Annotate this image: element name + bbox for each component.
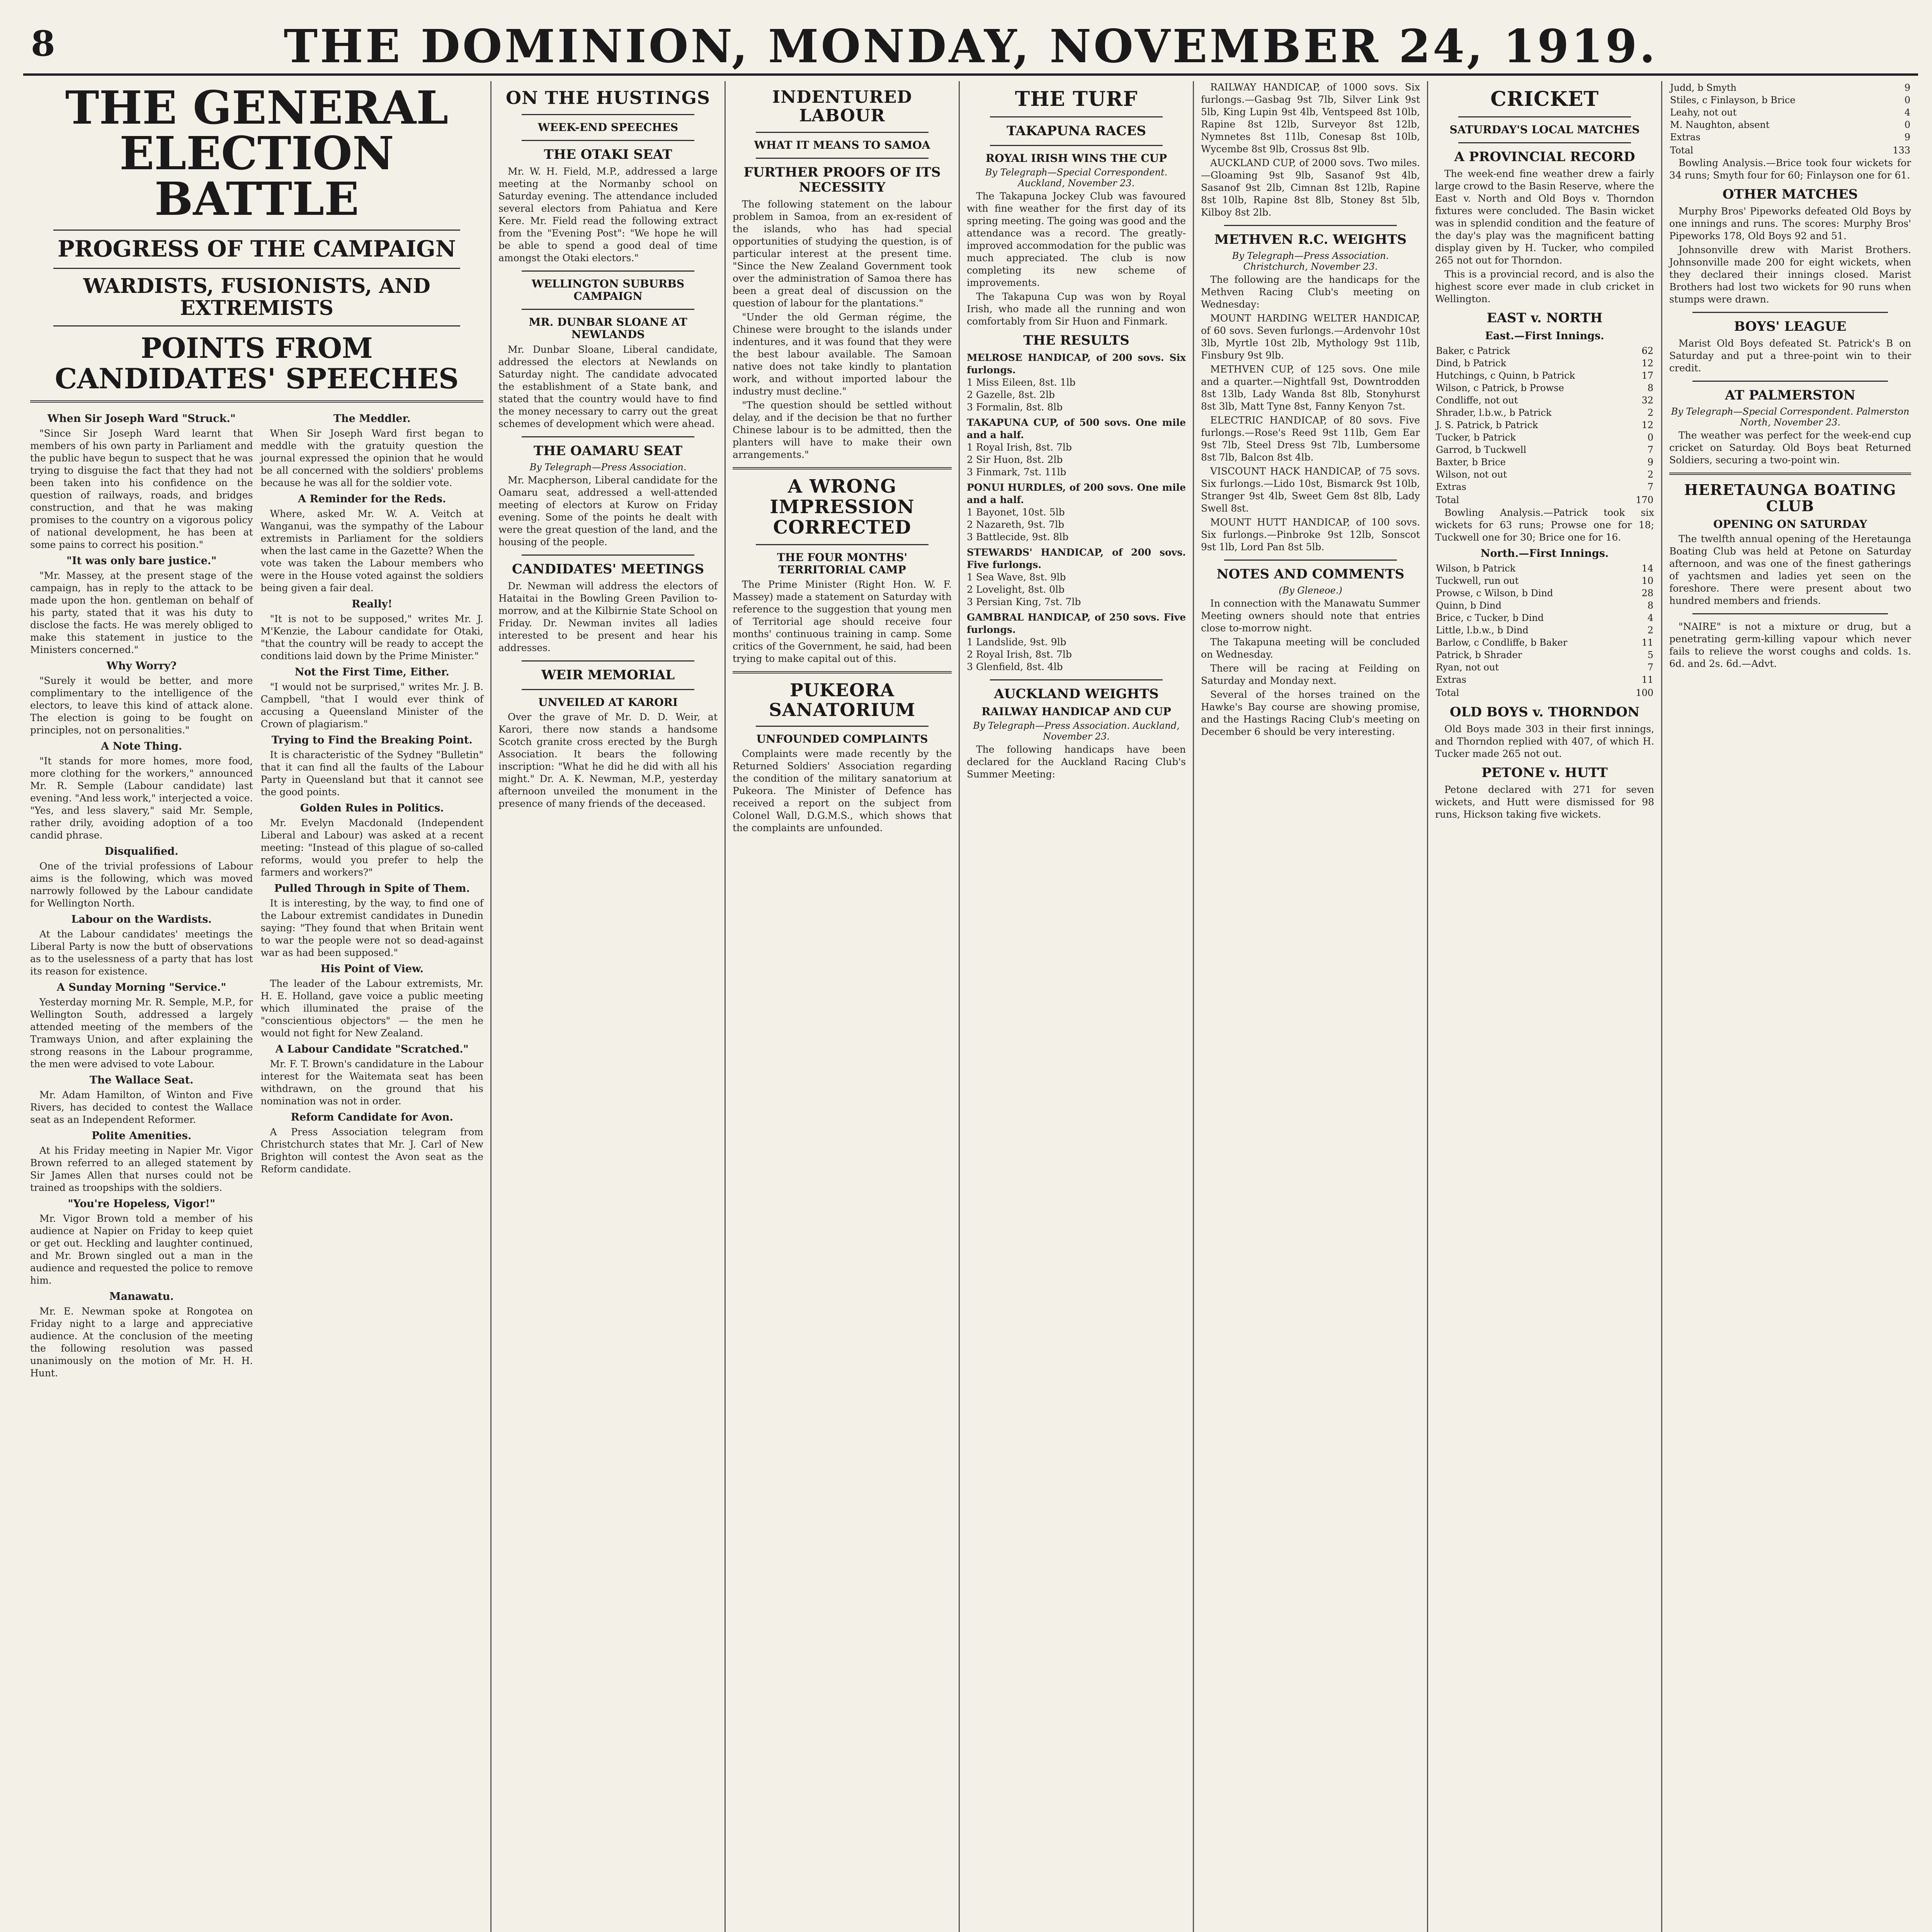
paragraph: It is characteristic of the Sydney "Bulletin" that it can find all the faults of the Labour Party in Queensland but that it cannot see the good points.: [260, 749, 483, 798]
total-label: Total: [1670, 145, 1694, 156]
batsman: Wilson, c Patrick, b Prowse: [1436, 382, 1564, 393]
heading: ROYAL IRISH WINS THE CUP: [985, 152, 1167, 165]
byline: By Telegraph—Special Correspondent. Auckland, November 23.: [985, 167, 1168, 189]
runs: 12: [1641, 419, 1653, 430]
election-article: [23, 81, 492, 1932]
election-right-column: [261, 409, 484, 1381]
runs: 11: [1641, 637, 1653, 648]
subhead: Pulled Through in Spite of Them.: [274, 882, 470, 895]
paragraph: "Under the old German régime, the Chinese were brought to the islands under indentures, and it was found that they were the best labour available. The Samoan native does not take kindly to plantation work, and without imported labour the industry must decline.": [733, 311, 952, 397]
paragraph: Mr. Adam Hamilton, of Winton and Five Rivers, has decided to contest the Wallace seat as an Independent Reformer.: [30, 1089, 253, 1125]
batsman: Ryan, not out: [1436, 662, 1499, 673]
runs: 5: [1647, 649, 1653, 660]
paragraph: The weather was perfect for the week-end cup cricket on Saturday. Old Boys beat Returned Soldiers, securing a two-point win.: [1669, 430, 1911, 466]
batsman: Extras: [1436, 481, 1466, 492]
paragraph: Bowling Analysis.—Patrick took six wickets for 63 runs; Prowse one for 18; Tuckwell one for 30; Brice one for 16.: [1435, 507, 1654, 543]
batsman: Prowse, c Wilson, b Dind: [1436, 587, 1553, 599]
score-row: [1436, 587, 1653, 599]
score-row: [1436, 637, 1653, 648]
subhead: Trying to Find the Breaking Point.: [271, 734, 473, 746]
subhead: "It was only bare justice.": [66, 554, 217, 567]
scorecard-total: [1435, 493, 1654, 507]
heading: PUKEORA SANATORIUM: [769, 679, 916, 720]
score-row: [1436, 456, 1653, 468]
advertisement: "NAIRE" is not a mixture or drug, but a penetrating germ-killing vapour which never fails to relieve the worst coughs and colds. 1s. 6d. and 2s. 6d.—Advt.: [1669, 621, 1911, 670]
paragraph: "Mr. Massey, at the present stage of the campaign, has in reply to the attack to be made upon the hon. gentleman on behalf of his party, stated that it was his duty to disclose the facts. He was merely obliged to make this statement in justice to the Ministers concerned.": [30, 570, 253, 655]
heading: UNFOUNDED COMPLAINTS: [756, 733, 928, 746]
runs: 0: [1647, 432, 1653, 443]
total-value: 133: [1893, 145, 1910, 156]
score-row: [1670, 94, 1910, 106]
paragraph: Complaints were made recently by the Returned Soldiers' Association regarding the condition of the military sanatorium at Pukeora. The Minister of Defence has received a report on the subject from Colonel Wall, D.G.M.S., which shows that the complaints are unfounded.: [733, 748, 952, 834]
masthead: [23, 15, 1918, 76]
score-row: [1436, 662, 1653, 673]
paragraph: Over the grave of Mr. D. D. Weir, at Karori, there now stands a handsome Scotch granite cross erected by the Burgh Association. It bears the following inscription: "What he did he did with all his might." Dr. A. K. Newman, M.P., yesterday afternoon unveiled the monument in the presence of many friends of the deceased.: [498, 711, 718, 810]
runs: 0: [1904, 95, 1910, 105]
result-line: PONUI HURDLES, of 200 sovs. One mile and a half.: [967, 481, 1186, 505]
subhead: The Wallace Seat.: [89, 1074, 194, 1086]
score-row: [1436, 649, 1653, 661]
score-row: [1436, 370, 1653, 381]
paragraph: The following are the handicaps for the Methven Racing Club's meeting on Wednesday:: [1201, 274, 1420, 310]
score-row: [1436, 563, 1653, 574]
result-line: 2 Lovelight, 8st. 0lb: [967, 583, 1065, 595]
paragraph: "Since Sir Joseph Ward learnt that members of his own party in Parliament and the public have begun to suspect that he was trying to disguise the fact that they had not been taken into his confidence on the question of railways, roads, and bridges construction, and that he was making promises to the country on a vigorous policy of national development, he has been at some pains to correct his position.": [30, 427, 253, 550]
result-line: 3 Formalin, 8st. 8lb: [967, 401, 1063, 413]
paragraph: Mr. Evelyn Macdonald (Independent Liberal and Labour) was asked at a recent meeting: "Instead of this plague of so-called reforms, would you prefer to help the farmers and workers?": [260, 817, 483, 878]
subhead: A Labour Candidate "Scratched.": [275, 1043, 469, 1055]
result-line: 3 Battlecide, 9st. 8lb: [967, 531, 1069, 543]
runs: 11: [1641, 674, 1653, 685]
score-row: [1436, 432, 1653, 443]
batsman: Judd, b Smyth: [1670, 82, 1736, 93]
runs: 14: [1641, 563, 1653, 574]
paragraph: When Sir Joseph Ward first began to meddle with the gratuity question the journal expressed the opinion that he would be all concerned with the soldiers' problems because he was all for the soldier vote.: [260, 427, 483, 488]
heading: FURTHER PROOFS OF ITS NECESSITY: [743, 164, 941, 196]
paragraph: It is interesting, by the way, to find one of the Labour extremist candidates in Dunedin saying: "They found that when Britain went to war the people were not so dead-against war as had been supposed.": [260, 897, 483, 958]
batsman: J. S. Patrick, b Patrick: [1436, 419, 1538, 430]
paragraph: One of the trivial professions of Labour aims is the following, which was moved narrowly followed by the Labour candidate for Wellington North.: [30, 860, 253, 909]
scorecard-continued: [1669, 81, 1911, 144]
runs: 62: [1641, 345, 1653, 356]
paragraph: Marist Old Boys defeated St. Patrick's B on Saturday and put a three-point win to their credit.: [1669, 338, 1911, 374]
heading: OLD BOYS v. THORNDON: [1449, 704, 1640, 720]
batsman: Tucker, b Patrick: [1436, 432, 1516, 443]
heading: A WRONG IMPRESSION CORRECTED: [770, 476, 915, 538]
runs: 12: [1641, 357, 1653, 369]
subhead: Disqualified.: [105, 845, 179, 857]
score-row: [1670, 119, 1910, 131]
paragraph: The Takapuna Jockey Club was favoured with fine weather for the first day of its spring meeting. The going was good and the attendance was a record. The greatly-improved accommodation for the public was much appreciated. The club is now completing its new scheme of improvements.: [967, 190, 1186, 289]
score-row: [1436, 444, 1653, 456]
subhead: The Meddler.: [333, 412, 411, 425]
result-line: 1 Sea Wave, 8st. 9lb: [967, 571, 1066, 583]
deck-1: PROGRESS OF THE CAMPAIGN: [58, 236, 456, 262]
result-line: 3 Persian King, 7st. 7lb: [967, 596, 1081, 607]
paragraph: Mr. Dunbar Sloane, Liberal candidate, addressed the electors at Newlands on Saturday night. The candidate advocated the establishment of a State bank, and stated that the country would have to find the money necessary to carry out the great schemes of development which were ahead.: [498, 344, 718, 429]
heading: THE RESULTS: [1023, 333, 1129, 349]
byline: (By Gleneoe.): [1279, 585, 1342, 596]
heading: NOTES AND COMMENTS: [1216, 566, 1405, 582]
score-row: [1670, 107, 1910, 118]
result-line: 2 Sir Huon, 8st. 2lb: [967, 454, 1063, 465]
heading: AT PALMERSTON: [1725, 388, 1855, 403]
batsman: Garrod, b Tuckwell: [1436, 444, 1527, 455]
subhead: A Note Thing.: [101, 740, 182, 752]
paragraph: "It stands for more homes, more food, more clothing for the workers," announced Mr. R. Semple (Labour candidate) last evening. "And less work," interjected a voice. "Yes, and less slavery," said Mr. Semple, rather drily, avoiding adoption of a too candid phrase.: [30, 755, 253, 841]
deck-2: WARDISTS, FUSIONISTS, AND EXTREMISTS: [83, 274, 430, 320]
runs: 7: [1647, 662, 1653, 673]
score-row: [1436, 345, 1653, 357]
result-line: 1 Landslide, 9st. 9lb: [967, 636, 1066, 648]
paragraph: Mr. F. T. Brown's candidature in the Labour interest for the Waitemata seat has been withdrawn, on the ground that his nomination was not in order.: [260, 1058, 483, 1107]
paragraph: AUCKLAND CUP, of 2000 sovs. Two miles.—Gloaming 9st 9lb, Sasanof 9st 4lb, Sasanof 9st 2lb, Cimnan 8st 12lb, Rapine 8st 10lb, Rapine 8st 8lb, Stoney 8st 5lb, Kilboy 8st 2lb.: [1201, 157, 1420, 218]
racing-continued-column: [1194, 81, 1428, 1932]
heading: INDENTURED LABOUR: [772, 87, 912, 126]
runs: 8: [1647, 382, 1653, 393]
paragraph: RAILWAY HANDICAP, of 1000 sovs. Six furlongs.—Gasbag 9st 7lb, Silver Link 9st 5lb, King Lupin 9st 4lb, Ventspeed 8st 10lb, Rapine 8st 12lb, Surveyor 8st 12lb, Nymnetes 8st 11lb, Conesap 8st 10lb, Wycembe 8st 9lb, Crossus 8st 9lb.: [1201, 82, 1420, 155]
runs: 2: [1647, 469, 1653, 480]
paragraph: The following statement on the labour problem in Samoa, from an ex-resident of the islands, who has had special opportunities of studying the question, is of particular interest at the present time. "Since the New Zealand Government took over the administration of Samoa there has been a great deal of discussion on the question of labour for the plantations.": [733, 199, 952, 309]
paragraph: At the Labour candidates' meetings the Liberal Party is now the butt of observations as to the uselessness of a party that has lost its reason for existence.: [30, 928, 253, 977]
total-value: 170: [1636, 494, 1653, 505]
score-row: [1436, 469, 1653, 480]
batsman: Shrader, l.b.w., b Patrick: [1436, 407, 1552, 418]
score-row: [1436, 600, 1653, 611]
scorecard-total: [1669, 144, 1911, 157]
heading: ON THE HUSTINGS: [506, 87, 710, 108]
subhead: Not the First Time, Either.: [294, 666, 449, 678]
subhead: Reform Candidate for Avon.: [291, 1111, 453, 1123]
batsman: Dind, b Patrick: [1436, 357, 1507, 369]
paragraph: Mr. Vigor Brown told a member of his audience at Napier on Friday to keep quiet or get out. Heckling and laughter continued, and Mr. Brown singled out a man in the audience and requested the police to remove him.: [30, 1213, 253, 1286]
heading: THE OAMARU SEAT: [533, 443, 683, 459]
subhead: Why Worry?: [106, 660, 177, 672]
scorecard-east: [1435, 344, 1654, 493]
paragraph: Old Boys made 303 in their first innings, and Thorndon replied with 407, of which H. Tucker made 265 not out.: [1435, 723, 1654, 759]
deck-3: POINTS FROM CANDIDATES' SPEECHES: [54, 332, 459, 395]
subhead: Labour on the Wardists.: [71, 913, 212, 925]
headline: THE GENERAL ELECTION BATTLE: [65, 81, 449, 226]
subhead: Polite Amenities.: [92, 1129, 192, 1142]
heading: TAKAPUNA RACES: [1006, 123, 1146, 139]
sports-continued-column: [1662, 81, 1918, 1932]
paragraph: "It is not to be supposed," writes Mr. J. M'Kenzie, the Labour candidate for Otaki, "that the country will be ready to accept the conditions laid down by the Prime Minister.": [260, 613, 483, 662]
batsman: Extras: [1670, 132, 1701, 143]
heading: SATURDAY'S LOCAL MATCHES: [1449, 123, 1640, 136]
heading: MR. DUNBAR SLOANE AT NEWLANDS: [529, 316, 687, 341]
heading: CRICKET: [1490, 87, 1599, 111]
batsman: Little, l.b.w., b Dind: [1436, 624, 1529, 636]
paragraph: "The question should be settled without delay, and if the decision be that no further Chinese labour is to be admitted, then the planters will have to make their own arrangements.": [733, 400, 952, 461]
runs: 17: [1641, 370, 1653, 381]
runs: 2: [1647, 624, 1653, 636]
score-row: [1436, 395, 1653, 406]
paragraph: "Surely it would be better, and more complimentary to the intelligence of the electors, to leave this kind of attack alone. The election is going to be fought on principles, not on personalities.": [30, 675, 253, 736]
score-row: [1436, 382, 1653, 394]
heading: UNVEILED AT KARORI: [538, 696, 678, 709]
newspaper-page: [23, 15, 1918, 1932]
subhead: A Reminder for the Reds.: [298, 493, 446, 505]
batsman: Wilson, not out: [1436, 469, 1507, 480]
paragraph: MOUNT HUTT HANDICAP, of 100 sovs. Six furlongs.—Pinbroke 9st 12lb, Sonscot 9st 1lb, Lord Pan 8st 5lb.: [1201, 517, 1420, 553]
score-row: [1436, 407, 1653, 418]
heading: BOYS' LEAGUE: [1734, 319, 1847, 335]
scorecard-north: [1435, 562, 1654, 686]
score-row: [1436, 612, 1653, 624]
paragraph: Murphy Bros' Pipeworks defeated Old Boys by one innings and runs. The scores: Murphy Bros' Pipeworks 178, Old Boys 92 and 51.: [1669, 206, 1911, 242]
subhead: His Point of View.: [320, 963, 424, 975]
subhead: "You're Hopeless, Vigor!": [68, 1197, 216, 1210]
score-row: [1436, 624, 1653, 636]
paragraph: The Takapuna Cup was won by Royal Irish, who made all the running and won comfortably from Sir Huon and Finmark.: [967, 291, 1186, 327]
newspaper-title: THE DOMINION, MONDAY, NOVEMBER 24, 1919.: [284, 19, 1658, 73]
score-row: [1670, 82, 1910, 94]
paragraph: "I would not be surprised," writes Mr. J. B. Campbell, "that I would ever think of accusing a Queensland Minister of the Crown of plagiarism.": [260, 681, 483, 730]
indentured-labour-column: [726, 81, 960, 1932]
paragraph: At his Friday meeting in Napier Mr. Vigor Brown referred to an alleged statement by Sir James Allen that nurses could not be trained as troopships with the soldiers.: [30, 1145, 253, 1193]
batsman: Barlow, c Condliffe, b Baker: [1436, 637, 1568, 648]
heading: OTHER MATCHES: [1722, 187, 1858, 202]
runs: 9: [1647, 456, 1653, 468]
byline: By Telegraph—Press Association. Christchurch, November 23.: [1232, 250, 1389, 272]
score-row: [1436, 481, 1653, 493]
paragraph: METHVEN CUP, of 125 sovs. One mile and a quarter.—Nightfall 9st, Downtrodden 8st 13lb, Lady Wanda 8st 8lb, Stonyhurst 8st 3lb, Matt Tyne 8st, Fanny Kenyon 7st.: [1201, 364, 1420, 412]
paragraph: In connection with the Manawatu Summer Meeting owners should note that entries close to-morrow night.: [1201, 598, 1420, 634]
paragraph: Bowling Analysis.—Brice took four wickets for 34 runs; Smyth four for 60; Finlayson one for 61.: [1669, 157, 1911, 181]
heading: WEEK-END SPEECHES: [537, 121, 679, 134]
subhead: When Sir Joseph Ward "Struck.": [47, 412, 236, 425]
result-line: STEWARDS' HANDICAP, of 200 sovs. Five furlongs.: [967, 546, 1186, 570]
paragraph: There will be racing at Feilding on Saturday and Monday next.: [1201, 663, 1420, 687]
result-line: 1 Miss Eileen, 8st. 1lb: [967, 376, 1076, 388]
total-label: Total: [1436, 687, 1459, 698]
heading: THE FOUR MONTHS' TERRITORIAL CAMP: [777, 551, 908, 576]
heading: WELLINGTON SUBURBS CAMPAIGN: [531, 277, 685, 303]
paragraph: The twelfth annual opening of the Heretaunga Boating Club was held at Petone on Saturday afternoon, and was one of the finest gatherings of yachtsmen and ladies yet seen on the foreshore. There were present about two hundred members and friends.: [1669, 533, 1911, 607]
subhead: A Sunday Morning "Service.": [57, 981, 226, 993]
paragraph: The Takapuna meeting will be concluded on Wednesday.: [1201, 636, 1420, 660]
score-row: [1670, 131, 1910, 143]
election-left-column: [30, 409, 253, 1381]
paragraph: The following handicaps have been declared for the Auckland Racing Club's Summer Meeting:: [967, 743, 1186, 780]
batsman: Baxter, b Brice: [1436, 456, 1506, 468]
score-row: [1436, 357, 1653, 369]
paragraph: This is a provincial record, and is also the highest score ever made in club cricket in Wellington.: [1435, 269, 1654, 305]
heading: THE OTAKI SEAT: [544, 146, 672, 162]
runs: 32: [1641, 395, 1653, 406]
paragraph: A Press Association telegram from Christchurch states that Mr. J. Carl of New Brighton will contest the Avon seat as the Reform candidate.: [260, 1126, 483, 1175]
batsman: Stiles, c Finlayson, b Brice: [1670, 95, 1796, 105]
runs: 9: [1904, 82, 1910, 93]
paragraph: The Prime Minister (Right Hon. W. F. Massey) made a statement on Saturday with reference to the suggestion that young men of Territorial age should receive four months' continuous training in camp. Some critics of the Government, he said, had been trying to make capital out of this.: [733, 578, 952, 664]
paragraph: VISCOUNT HACK HANDICAP, of 75 sovs. Six furlongs.—Lido 10st, Bismarck 9st 10lb, Stranger 9st 4lb, Sweet Gem 8st 8lb, Lady Swell 8st.: [1201, 466, 1420, 514]
total-value: 100: [1636, 687, 1653, 698]
runs: 0: [1904, 119, 1910, 130]
batsman: Extras: [1436, 674, 1466, 685]
result-line: 2 Nazareth, 9st. 7lb: [967, 519, 1065, 530]
result-line: GAMBRAL HANDICAP, of 250 sovs. Five furlongs.: [967, 611, 1186, 635]
batsman: Hutchings, c Quinn, b Patrick: [1436, 370, 1575, 381]
paragraph: Mr. E. Newman spoke at Rongotea on Friday night to a large and appreciative audience. At the conclusion of the meeting the following resolution was passed unanimously on the motion of Mr. H. H. Hunt.: [30, 1305, 253, 1379]
runs: 28: [1641, 587, 1653, 599]
heading: WEIR MEMORIAL: [541, 667, 675, 683]
heading: THE TURF: [1015, 87, 1138, 111]
page-number: 8: [31, 23, 55, 64]
subhead: Manawatu.: [109, 1290, 174, 1303]
batsman: Condliffe, not out: [1436, 395, 1518, 406]
result-line: TAKAPUNA CUP, of 500 sovs. One mile and a half.: [967, 417, 1186, 440]
heading: METHVEN R.C. WEIGHTS: [1214, 232, 1407, 247]
columns: [23, 81, 1918, 1932]
runs: 7: [1647, 481, 1653, 492]
runs: 9: [1904, 132, 1910, 143]
batsman: Quinn, b Dind: [1436, 600, 1502, 611]
total-label: Total: [1436, 494, 1459, 505]
heading: PETONE v. HUTT: [1481, 765, 1608, 781]
subhead: East.—First Innings.: [1485, 330, 1604, 342]
batsman: M. Naughton, absent: [1670, 119, 1770, 130]
heading: CANDIDATES' MEETINGS: [512, 561, 704, 577]
batsman: Baker, c Patrick: [1436, 345, 1510, 356]
byline: By Telegraph—Press Association.: [529, 461, 687, 473]
heading: AUCKLAND WEIGHTS: [994, 686, 1159, 702]
runs: 7: [1647, 444, 1653, 455]
paragraph: ELECTRIC HANDICAP, of 80 sovs. Five furlongs.—Rose's Reed 9st 11lb, Gem Ear 9st 7lb, Steel Dress 9st 7lb, Lumbersome 8st 7lb, Balcon 8st 4lb.: [1201, 415, 1420, 463]
paragraph: The week-end fine weather drew a fairly large crowd to the Basin Reserve, where the East v. North and Old Boys v. Thorndon fixtures were concluded. The Basin wicket was in splendid condition and the feature of the day's play was the magnificent batting display given by H. Tucker, who compiled 265 not out for Thorndon.: [1435, 168, 1654, 266]
result-line: 2 Royal Irish, 8st. 7lb: [967, 648, 1072, 660]
result-line: MELROSE HANDICAP, of 200 sovs. Six furlongs.: [967, 352, 1186, 376]
result-line: 3 Glenfield, 8st. 4lb: [967, 661, 1063, 672]
runs: 4: [1647, 612, 1653, 623]
paragraph: Johnsonville drew with Marist Brothers. Johnsonville made 200 for eight wickets, when they declared their innings closed. Marist Brothers had lost two wickets for 90 runs when stumps were drawn.: [1669, 244, 1911, 305]
score-row: [1436, 419, 1653, 431]
result-line: 1 Royal Irish, 8st. 7lb: [967, 441, 1072, 453]
paragraph: Where, asked Mr. W. A. Veitch at Wanganui, was the sympathy of the Labour extremists in Parliament for the soldiers when the last came in the Gazette? When the vote was taken the Labour members who were in the House voted against the soldiers being given a fair deal.: [260, 508, 483, 594]
paragraph: Yesterday morning Mr. R. Semple, M.P., for Wellington South, addressed a largely attended meeting of the members of the Tramways Union, and after explaining the strong reasons in the Labour programme, the men were advised to vote Labour.: [30, 996, 253, 1070]
byline: By Telegraph—Special Correspondent. Palmerston North, November 23.: [1671, 406, 1910, 428]
paragraph: The leader of the Labour extremists, Mr. H. E. Holland, gave voice a public meeting which illuminated the praise of the "conscientious objectors" — the men he would not fight for New Zealand.: [260, 978, 483, 1039]
runs: 10: [1641, 575, 1653, 586]
subhead: Really!: [352, 598, 393, 610]
hustings-column: [492, 81, 726, 1932]
paragraph: Mr. W. H. Field, M.P., addressed a large meeting at the Normanby school on Saturday evening. The attendance included several electors from Pahiatua and Kere Kere. Mr. Field read the following extract from the "Evening Post": "We hope he will be able to spend a good deal of time amongst the Otaki electors.": [498, 165, 718, 264]
turf-column: [960, 81, 1194, 1932]
scorecard-total: [1435, 686, 1654, 699]
score-row: [1436, 674, 1653, 685]
heading: WHAT IT MEANS TO SAMOA: [754, 138, 930, 151]
runs: 8: [1647, 600, 1653, 611]
paragraph: Dr. Newman will address the electors of Hataitai in the Bowling Green Pavilion to-morrow, and at the Kilbirnie State School on Friday. Dr. Newman invites all ladies interested to be present and hear his addresses.: [498, 580, 718, 653]
result-line: 1 Bayonet, 10st. 5lb: [967, 506, 1065, 518]
cricket-column: [1428, 81, 1662, 1932]
batsman: Wilson, b Patrick: [1436, 563, 1516, 574]
batsman: Leahy, not out: [1670, 107, 1737, 118]
heading: RAILWAY HANDICAP AND CUP: [981, 705, 1171, 718]
heading: HERETAUNGA BOATING CLUB: [1684, 481, 1896, 515]
result-line: 3 Finmark, 7st. 11lb: [967, 466, 1066, 478]
heading: A PROVINCIAL RECORD: [1454, 149, 1635, 165]
heading: OPENING ON SATURDAY: [1713, 517, 1867, 531]
heading: EAST v. NORTH: [1486, 310, 1603, 326]
batsman: Tuckwell, run out: [1436, 575, 1519, 586]
paragraph: Mr. Macpherson, Liberal candidate for the Oamaru seat, addressed a well-attended meeting of electors at Kurow on Friday evening. Some of the points he dealt with were the great question of the land, and the housing of the people.: [498, 474, 718, 548]
paragraph: Petone declared with 271 for seven wickets, and Hutt were dismissed for 98 runs, Hickson taking five wickets.: [1435, 784, 1654, 820]
byline: By Telegraph—Press Association. Auckland, November 23.: [973, 720, 1180, 742]
paragraph: Several of the horses trained on the Hawke's Bay course are showing promise, and the Hastings Racing Club's meeting on December 6 should be very interesting.: [1201, 689, 1420, 738]
subhead: North.—First Innings.: [1480, 547, 1609, 560]
runs: 2: [1647, 407, 1653, 418]
results-list: [967, 352, 1186, 673]
score-row: [1436, 575, 1653, 587]
batsman: Brice, c Tucker, b Dind: [1436, 612, 1544, 623]
paragraph: MOUNT HARDING WELTER HANDICAP, of 60 sovs. Seven furlongs.—Ardenvohr 10st 3lb, Myrtle 10st 2lb, Mythology 9st 11lb, Finsbury 9st 9lb.: [1201, 313, 1420, 361]
runs: 4: [1904, 107, 1910, 118]
result-line: 2 Gazelle, 8st. 2lb: [967, 389, 1055, 400]
subhead: Golden Rules in Politics.: [300, 802, 444, 814]
batsman: Patrick, b Shrader: [1436, 649, 1522, 660]
